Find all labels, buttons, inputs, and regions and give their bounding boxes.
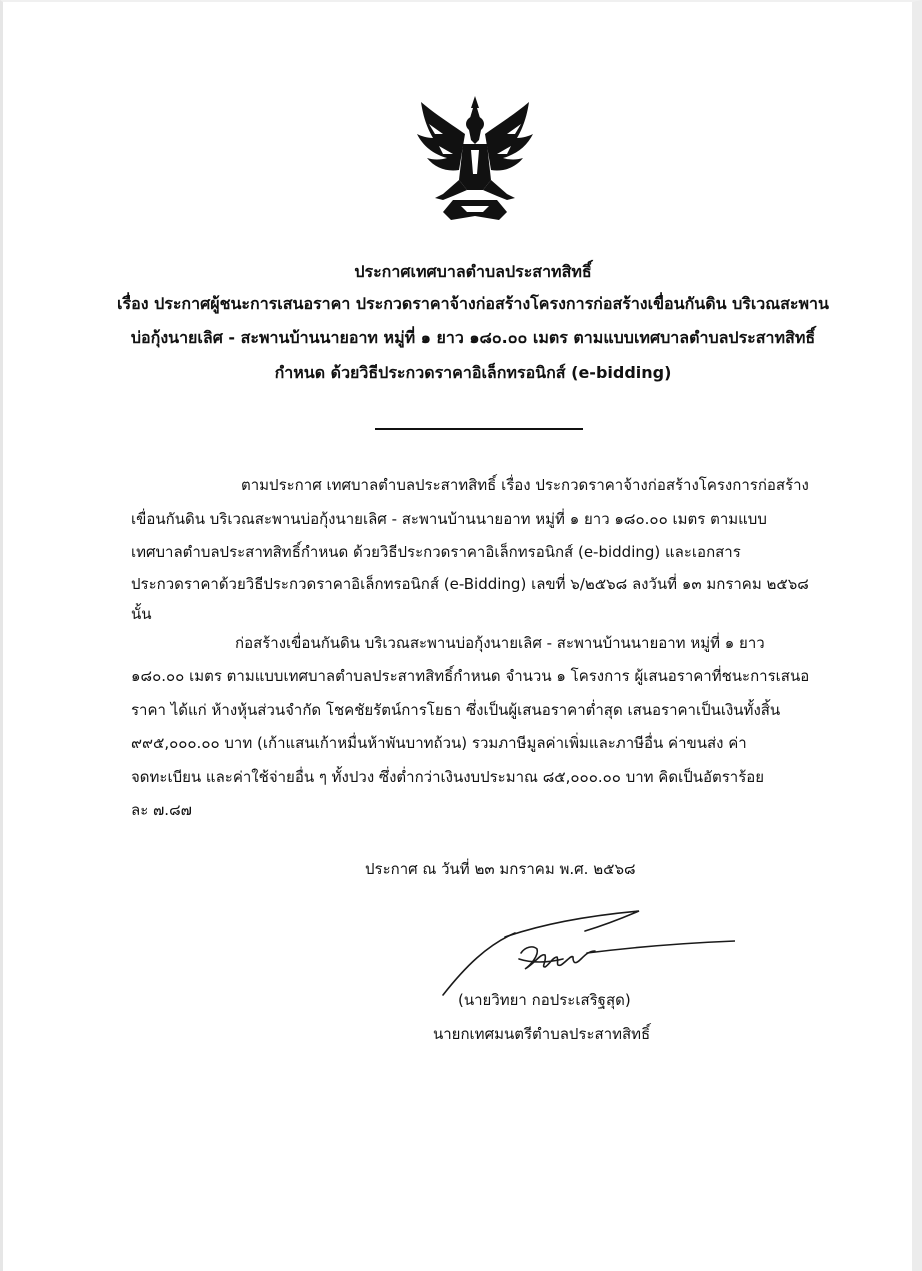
title-divider: [375, 428, 583, 430]
paragraph2-line-4: ๙๙๕,๐๐๐.๐๐ บาท (เก้าแสนเก้าหมื่นห้าพันบาทถ้วน) รวมภาษีมูลค่าเพิ่มและภาษีอื่น ค่าขนส่ง ค่า: [131, 734, 747, 752]
paragraph1-line-3: เทศบาลตำบลประสาทสิทธิ์กำหนด ด้วยวิธีประกวดราคาอิเล็กทรอนิกส์ (e-bidding) และเอกสาร: [131, 543, 741, 561]
paragraph2-line-3: ราคา ได้แก่ ห้างหุ้นส่วนจำกัด โชคชัยรัตน์การโยธา ซึ่งเป็นผู้เสนอราคาต่ำสุด เสนอราคาเป็นเงินทั้งสิ้น: [131, 701, 781, 719]
subject-line-2: บ่อกุ้งนายเลิศ - สะพานบ้านนายอาท หมู่ที่ ๑ ยาว ๑๘๐.๐๐ เมตร ตามแบบเทศบาลตำบลประสาทสิทธิ์: [130, 328, 816, 347]
paragraph2-line-1: ก่อสร้างเขื่อนกันดิน บริเวณสะพานบ่อกุ้งนายเลิศ - สะพานบ้านนายอาท หมู่ที่ ๑ ยาว: [235, 634, 765, 652]
paragraph1-line-2: เขื่อนกันดิน บริเวณสะพานบ่อกุ้งนายเลิศ - สะพานบ้านนายอาท หมู่ที่ ๑ ยาว ๑๘๐.๐๐ เมตร ตามแบบ: [131, 510, 767, 528]
subject-line-1: เรื่อง ประกาศผู้ชนะการเสนอราคา ประกวดราคาจ้างก่อสร้างโครงการก่อสร้างเขื่อนกันดิน บริเวณสะพาน: [117, 294, 829, 313]
paragraph2-line-5: จดทะเบียน และค่าใช้จ่ายอื่น ๆ ทั้งปวง ซึ่งต่ำกว่าเงินงบประมาณ ๘๕,๐๐๐.๐๐ บาท คิดเป็นอัตราร้อย: [131, 768, 765, 786]
page-title: ประกาศเทศบาลตำบลประสาทสิทธิ์: [354, 262, 592, 281]
subject-line-3: กำหนด ด้วยวิธีประกวดราคาอิเล็กทรอนิกส์ (e-bidding): [274, 363, 672, 382]
paragraph1-line-4: ประกวดราคาด้วยวิธีประกวดราคาอิเล็กทรอนิกส์ (e-Bidding) เลขที่ ๖/๒๕๖๘ ลงวันที่ ๑๓ มกราคม ๒๕๖๘: [131, 575, 809, 593]
garuda-emblem-icon: [413, 94, 537, 224]
paragraph2-line-6: ละ ๗.๘๗: [131, 801, 192, 819]
paragraph2-line-2: ๑๘๐.๐๐ เมตร ตามแบบเทศบาลตำบลประสาทสิทธิ์กำหนด จำนวน ๑ โครงการ ผู้เสนอราคาที่ชนะการเสนอ: [131, 667, 810, 685]
paragraph1-line-1: ตามประกาศ เทศบาลตำบลประสาทสิทธิ์ เรื่อง ประกวดราคาจ้างก่อสร้างโครงการก่อสร้าง: [241, 476, 809, 494]
signer-title: นายกเทศมนตรีตำบลประสาทสิทธิ์: [433, 1025, 651, 1043]
signer-name: (นายวิทยา กอประเสริฐสุด): [458, 991, 631, 1009]
paragraph1-line-5: นั้น: [131, 605, 152, 623]
announcement-date: ประกาศ ณ วันที่ ๒๓ มกราคม พ.ศ. ๒๕๖๘: [365, 860, 636, 878]
